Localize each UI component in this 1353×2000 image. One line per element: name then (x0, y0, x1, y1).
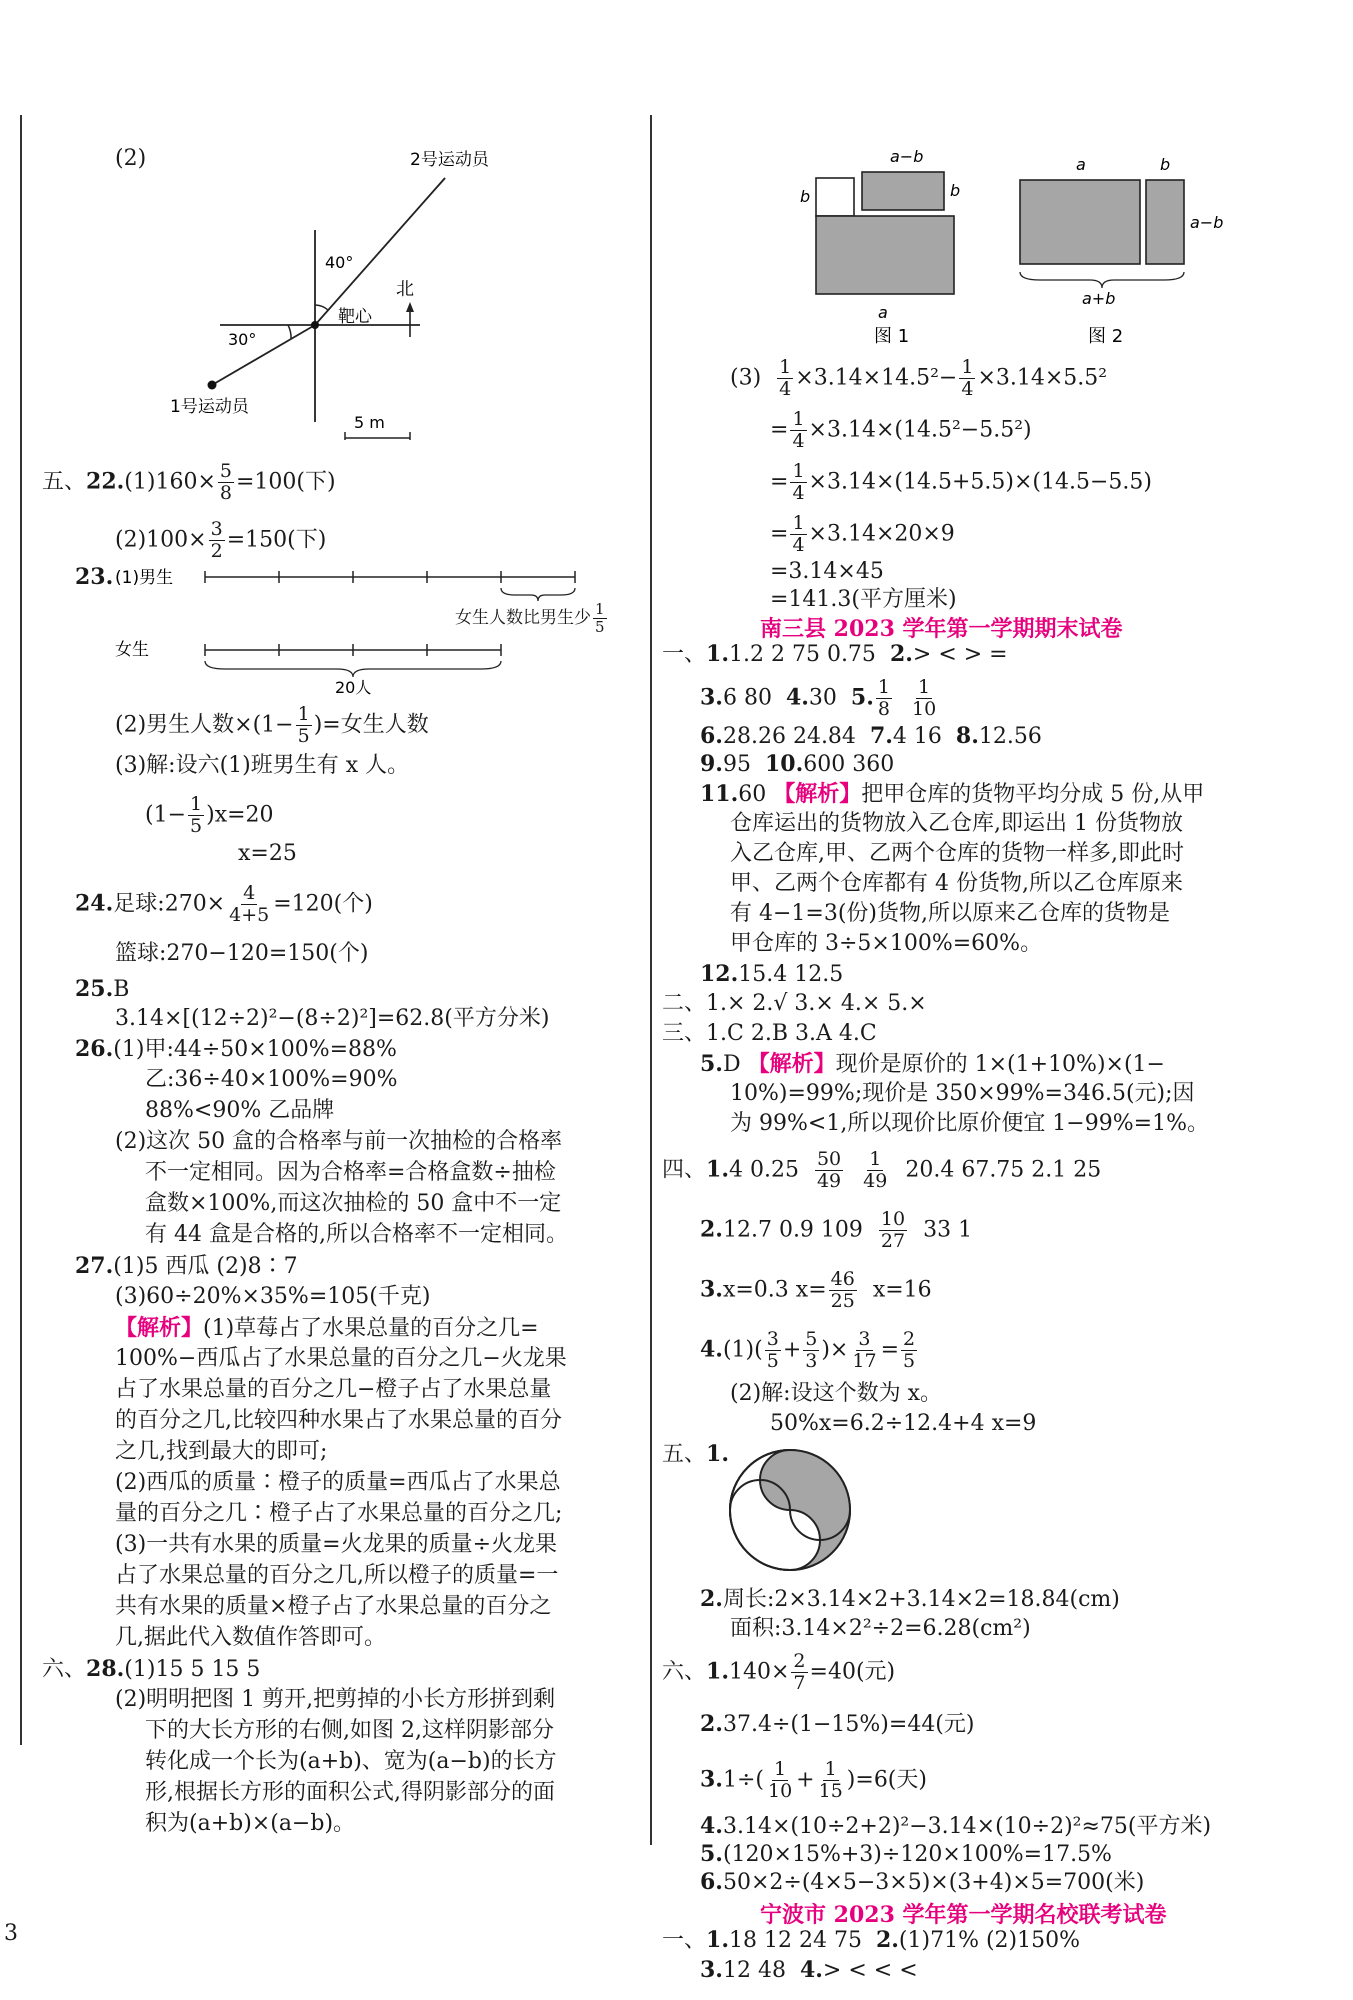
fraction: $\frac{1}{10}$ (911, 676, 937, 720)
q26-line6: 盒数×100%,而这次抽检的 50 盒中不一定 (145, 1191, 562, 1216)
fraction: $\frac{3}{5}$ (766, 1328, 779, 1372)
c3-line1: (3) $\frac{1}{4}$ ×3.14×14.5²− $\frac{1}{4}$ ×3.14×5.5² (730, 356, 1108, 400)
q22-line2: (2)100× $\frac{3}{2}$ =150(下) (115, 518, 327, 562)
q27-line9: 量的百分之几∶橙子占了水果总量的百分之几; (115, 1501, 563, 1526)
boys-label: (1)男生 (115, 568, 174, 588)
e4-4-line3: 50%x=6.2÷12.4+4 x=9 (770, 1411, 1037, 1436)
e5-2-line1: 2.周长:2×3.14×2+3.14×2=18.84(cm) (700, 1586, 1120, 1612)
target-center-label: 靶心 (338, 307, 372, 327)
e3-5-line1: 5.D 【解析】现价是原价的 1×(1+10%)×(1− (700, 1051, 1165, 1077)
fraction: $\frac{2}{5}$ (903, 1328, 916, 1372)
fraction: $\frac{1}{4}$ (961, 356, 974, 400)
q23-2: (2)男生人数×(1− $\frac{1}{5}$ )=女生人数 (115, 703, 429, 747)
athlete1-label: 1号运动员 (170, 397, 249, 417)
e1-11-line4: 甲、乙两个仓库都有 4 份货物,所以乙仓库原来 (730, 871, 1183, 896)
e1-line2: 3.6 80 4.30 5. $\frac{1}{8}$ $\frac{1}{10}$ (700, 676, 937, 720)
athlete2-label: 2号运动员 (410, 150, 489, 170)
rectangle-figures (790, 140, 1250, 350)
q22-line1: 五、22.(1)160× $\frac{5}{8}$ =100(下) (42, 460, 336, 504)
q28-line4: 转化成一个长为(a+b)、宽为(a−b)的长方 (145, 1749, 557, 1774)
girls-label: 女生 (115, 640, 149, 660)
e6-line6: 6.50×2÷(4×5−3×5)×(3+4)×5=700(米) (700, 1869, 1145, 1895)
e3-line: 三、1.C 2.B 3.A 4.C (662, 1021, 877, 1046)
fraction: $\frac{2}{7}$ (793, 1650, 806, 1694)
e4-4-line2: (2)解:设这个数为 x。 (730, 1381, 942, 1406)
q24-line2: 篮球:270−120=150(个) (115, 941, 369, 966)
fraction: $\frac{1}{10}$ (767, 1758, 793, 1802)
e4-line3: 3.x=0.3 x= $\frac{46}{25}$ x=16 (700, 1268, 932, 1312)
c3-line6: =141.3(平方厘米) (770, 587, 957, 612)
fraction: $\frac{46}{25}$ (830, 1268, 855, 1312)
q27-line3: 【解析】(1)草莓占了水果总量的百分之几= (115, 1315, 539, 1341)
target-diagram (140, 140, 560, 450)
q28-line3: 下的大长方形的右侧,如图 2,这样阴影部分 (145, 1718, 554, 1743)
e1-11-line3: 入乙仓库,甲、乙两个仓库的货物一样多,即此时 (730, 841, 1184, 866)
q23-3-eq1: (1− $\frac{1}{5}$ )x=20 (145, 793, 274, 837)
q23-3: (3)解:设六(1)班男生有 x 人。 (115, 753, 410, 778)
fraction: $\frac{50}{49}$ (816, 1148, 842, 1192)
q27-line8: (2)西瓜的质量∶橙子的质量=西瓜占了水果总 (115, 1470, 561, 1495)
e6-line2: 2.37.4÷(1−15%)=44(元) (700, 1711, 975, 1737)
fig2-caption: 图 2 (1088, 326, 1124, 347)
q27-line6: 的百分之几,比较四种水果占了水果总量的百分 (115, 1408, 562, 1433)
fraction: $\frac{1}{5}$ (190, 793, 203, 837)
fraction: $\frac{1}{8}$ (877, 676, 890, 720)
e3-5-line2: 10%)=99%;现价是 350×99%=346.5(元);因 (730, 1081, 1195, 1106)
left-margin-rule (20, 115, 22, 1745)
fig2-bottom-label: a+b (1082, 289, 1116, 308)
e6-line3: 3.1÷( $\frac{1}{10}$ + $\frac{1}{15}$ )=6(天) (700, 1758, 927, 1802)
fig1-top-label: a−b (890, 147, 924, 166)
q27-line11: 占了水果总量的百分之几,所以橙子的质量=一 (115, 1563, 559, 1588)
fig1-caption: 图 1 (874, 326, 910, 347)
f-line1: 一、1.18 12 24 75 2.(1)71% (2)150% (662, 1927, 1081, 1953)
e4-line1: 四、1.4 0.25 $\frac{50}{49}$ $\frac{1}{49}$ 20.4 67.75 2.1 25 (662, 1148, 1102, 1192)
angle-40-label: 40° (325, 253, 354, 272)
e1-11-line5: 有 4−1=3(份)货物,所以原来乙仓库的货物是 (730, 901, 1171, 926)
c3-line4: = $\frac{1}{4}$ ×3.14×20×9 (770, 512, 955, 556)
fraction: $\frac{1}{4}$ (779, 356, 792, 400)
e3-5-line3: 为 99%<1,所以现价比原价便宜 1−99%=1%。 (730, 1111, 1209, 1136)
e5-2-line2: 面积:3.14×2²÷2=6.28(cm²) (730, 1616, 1031, 1641)
fraction: $\frac{3}{2}$ (210, 518, 223, 562)
q26-line3: 88%<90% 乙品牌 (145, 1098, 335, 1123)
c3-line2: = $\frac{1}{4}$ ×3.14×(14.5²−5.5²) (770, 408, 1032, 452)
c3-line3: = $\frac{1}{4}$ ×3.14×(14.5+5.5)×(14.5−5.5) (770, 460, 1152, 504)
q25-line1: 25.B (75, 976, 130, 1002)
e4-line2: 2.12.7 0.9 109 $\frac{10}{27}$ 33 1 (700, 1208, 973, 1252)
q23-3-eq2: x=25 (238, 841, 297, 866)
fraction: $\frac{1}{15}$ (818, 1758, 843, 1802)
e5-line1: 五、1. (662, 1441, 729, 1467)
fraction: $\frac{5}{3}$ (805, 1328, 818, 1372)
q27-line5: 占了水果总量的百分之几−橙子占了水果总量 (115, 1377, 552, 1402)
e2-line: 二、1.× 2.√ 3.× 4.× 5.× (662, 991, 927, 1016)
fraction: $\frac{1}{4}$ (792, 460, 805, 504)
q27-line7: 之几,找到最大的即可; (115, 1439, 328, 1464)
c3-line5: =3.14×45 (770, 559, 884, 584)
e6-line4: 4.3.14×(10÷2+2)²−3.14×(10÷2)²≈75(平方米) (700, 1813, 1212, 1839)
fraction: $\frac{1}{4}$ (792, 512, 805, 556)
q28-line1: 六、28.(1)15 5 15 5 (42, 1656, 261, 1682)
exam-title-nansan: 南三县 2023 学年第一学期期末试卷 (760, 616, 1123, 642)
column-divider (650, 115, 652, 1845)
q27-line4: 100%−西瓜占了水果总量的百分之几−火龙果 (115, 1346, 567, 1371)
e1-11-line1: 11.60 【解析】把甲仓库的货物平均分成 5 份,从甲 (700, 781, 1205, 807)
q27-line12: 共有水果的质量×橙子占了水果总量的百分之 (115, 1594, 552, 1619)
angle-30-label: 30° (228, 330, 257, 349)
q28-line6: 积为(a+b)×(a−b)。 (145, 1811, 356, 1836)
fraction: $\frac{1}{5}$ (595, 600, 605, 636)
exam-title-ningbo: 宁波市 2023 学年第一学期名校联考试卷 (760, 1902, 1167, 1928)
q28-line2: (2)明明把图 1 剪开,把剪掉的小长方形拼到剩 (115, 1687, 556, 1712)
q26-line1: 26.(1)甲:44÷50×100%=88% (75, 1036, 397, 1062)
q27-line10: (3)一共有水果的质量=火龙果的质量÷火龙果 (115, 1532, 558, 1557)
fraction: $\frac{3}{17}$ (852, 1328, 877, 1372)
fraction: $\frac{4}{4+5}$ (229, 882, 270, 926)
north-label: 北 (396, 279, 414, 300)
q23-note: 女生人数比男生少 $\frac{1}{5}$ (455, 600, 605, 636)
circle-figure (720, 1445, 860, 1575)
total-label: 20人 (335, 678, 372, 695)
e6-line5: 5.(120×15%+3)÷120×100%=17.5% (700, 1841, 1112, 1867)
scale-label: 5 m (354, 413, 385, 432)
f-line2: 3.12 48 4.> < < < (700, 1957, 918, 1983)
q26-line4: (2)这次 50 盒的合格率与前一次抽检的合格率 (115, 1129, 563, 1154)
e6-line1: 六、1.140× $\frac{2}{7}$ =40(元) (662, 1650, 896, 1694)
fig1-b-right: b (950, 181, 961, 200)
fraction: $\frac{1}{4}$ (792, 408, 805, 452)
q27-line13: 几,据此代入数值作答即可。 (115, 1625, 386, 1650)
page-number: 3 (4, 1921, 18, 1946)
e4-line4: 4.(1)( $\frac{3}{5}$ + $\frac{5}{3}$ )× $\frac{3}{17}$ = $\frac{2}{5}$ (700, 1328, 916, 1372)
q27-line1: 27.(1)5 西瓜 (2)8∶7 (75, 1253, 298, 1279)
q24-line1: 24.足球:270× $\frac{4}{4+5}$ =120(个) (75, 882, 373, 926)
e1-line4: 9.95 10.600 360 (700, 751, 895, 777)
q21-2-label: (2) (115, 146, 147, 171)
fig2-a-label: a (1076, 155, 1086, 174)
q27-line2: (3)60÷20%×35%=105(千克) (115, 1284, 431, 1309)
q26-line7: 有 44 盒是合格的,所以合格率不一定相同。 (145, 1222, 568, 1247)
fraction: $\frac{5}{8}$ (219, 460, 232, 504)
e1-11-line6: 甲仓库的 3÷5×100%=60%。 (730, 931, 1043, 956)
fig1-a-label: a (878, 303, 888, 322)
fraction: $\frac{1}{5}$ (297, 703, 310, 747)
e1-line1: 一、1.1.2 2 75 0.75 2.> < > = (662, 641, 1008, 667)
fraction: $\frac{10}{27}$ (880, 1208, 906, 1252)
q23-number: 23. (75, 564, 114, 590)
q28-line5: 形,根据长方形的面积公式,得阴影部分的面 (145, 1780, 555, 1805)
q25-line2: 3.14×[(12÷2)²−(8÷2)²]=62.8(平方分米) (115, 1006, 550, 1031)
fraction: $\frac{1}{49}$ (863, 1148, 888, 1192)
e1-line3: 6.28.26 24.84 7.4 16 8.12.56 (700, 723, 1042, 749)
fig2-side-label: a−b (1190, 213, 1224, 232)
fig1-b-left: b (800, 187, 811, 206)
q26-line5: 不一定相同。因为合格率=合格盒数÷抽检 (145, 1160, 556, 1185)
e1-11-line2: 仓库运出的货物放入乙仓库,即运出 1 份货物放 (730, 811, 1183, 836)
e1-12-line: 12.15.4 12.5 (700, 961, 844, 987)
q26-line2: 乙:36÷40×100%=90% (145, 1067, 398, 1092)
fig2-b-label: b (1160, 155, 1171, 174)
